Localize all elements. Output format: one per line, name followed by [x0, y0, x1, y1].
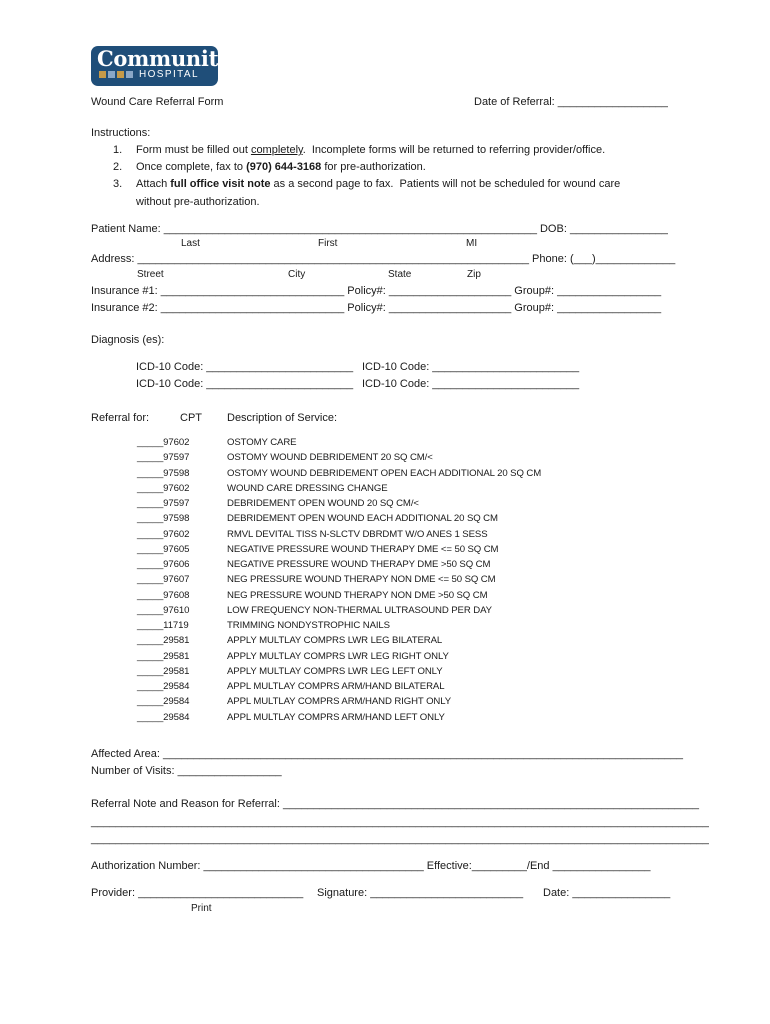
number-of-visits-field[interactable]: Number of Visits: _________________ — [91, 765, 282, 777]
logo-square-icon — [108, 71, 115, 78]
caption-last: Last — [181, 238, 200, 249]
icd-code-field[interactable]: ICD-10 Code: ________________________ — [362, 378, 580, 390]
fax-number: (970) 644-3168 — [246, 161, 322, 173]
instruction-1 — [136, 143, 605, 157]
cpt-checkbox-line[interactable]: _____11719 — [137, 620, 189, 631]
service-description: DEBRIDEMENT OPEN WOUND 20 SQ CM/< — [227, 498, 419, 509]
cpt-checkbox-line[interactable]: _____97602 — [137, 437, 190, 448]
service-description: NEGATIVE PRESSURE WOUND THERAPY DME <= 50 SQ CM — [227, 543, 499, 555]
cpt-checkbox-line[interactable]: _____97607 — [137, 574, 190, 586]
instruction-3-continued: without pre-authorization. — [136, 196, 260, 208]
service-description: APPL MULTLAY COMPRS ARM/HAND LEFT ONLY — [227, 711, 445, 723]
instruction-2 — [136, 160, 426, 174]
instruction-text: as a second page to fax. Patients will not be scheduled for wound care — [270, 178, 621, 190]
instruction-emphasis: completely — [250, 144, 303, 156]
instruction-text: for pre-authorization. — [321, 161, 426, 173]
patient-name-dob-field[interactable]: Patient Name: _____________________________________________________________ DOB: ________________ — [91, 223, 668, 235]
service-description: OSTOMY CARE — [227, 437, 297, 448]
service-description: APPLY MULTLAY COMPRS LWR LEG LEFT ONLY — [227, 665, 443, 677]
service-description: WOUND CARE DRESSING CHANGE — [227, 482, 388, 494]
instruction-text: Attach — [136, 178, 171, 190]
affected-area-field[interactable]: Affected Area: _____________________________________________________________________________________ — [91, 748, 683, 760]
logo-line2: HOSPITAL — [139, 69, 199, 80]
referral-note-line[interactable]: _____________________________________________________________________________________________________ — [91, 833, 709, 845]
referral-note-field[interactable]: Referral Note and Reason for Referral: ____________________________________________________________________ — [91, 798, 699, 810]
instruction-number: 3. — [113, 178, 123, 190]
logo-square-icon — [99, 71, 106, 78]
service-description: OSTOMY WOUND DEBRIDEMENT 20 SQ CM/< — [227, 452, 433, 464]
service-description: OSTOMY WOUND DEBRIDEMENT OPEN EACH ADDITIONAL 20 SQ CM — [227, 467, 542, 479]
referral-for-label: Referral for: — [91, 412, 150, 424]
service-description: APPLY MULTLAY COMPRS LWR LEG RIGHT ONLY — [227, 650, 449, 662]
service-description: TRIMMING NONDYSTROPHIC NAILS — [227, 620, 390, 631]
caption-zip: Zip — [467, 269, 481, 280]
cpt-column-header: CPT — [180, 412, 202, 424]
service-description: NEGATIVE PRESSURE WOUND THERAPY DME >50 SQ CM — [227, 559, 491, 570]
logo-square-icon — [126, 71, 133, 78]
service-description: NEG PRESSURE WOUND THERAPY NON DME <= 50 SQ CM — [227, 574, 496, 586]
signature-field[interactable]: Signature: _________________________ — [317, 887, 524, 899]
instruction-number: 2. — [113, 161, 123, 173]
instruction-text: Once complete, fax to — [136, 161, 247, 173]
cpt-checkbox-line[interactable]: _____29581 — [137, 635, 190, 647]
instructions-heading: Instructions: — [91, 127, 151, 139]
caption-print: Print — [191, 903, 212, 914]
caption-street: Street — [137, 269, 164, 280]
service-description: LOW FREQUENCY NON-THERMAL ULTRASOUND PER DAY — [227, 604, 492, 616]
cpt-checkbox-line[interactable]: _____97605 — [137, 543, 190, 555]
caption-state: State — [388, 269, 412, 280]
instruction-text: . Incomplete forms will be returned to referring provider/office. — [302, 144, 606, 156]
instruction-number: 1. — [113, 144, 123, 156]
icd-code-field[interactable]: ICD-10 Code: ________________________ — [136, 361, 354, 373]
caption-city: City — [288, 269, 306, 280]
logo-line1: Community — [97, 46, 230, 71]
address-phone-field[interactable]: Address: ________________________________________________________________ Phone: (___)_____________ — [91, 253, 676, 265]
community-hospital-logo — [91, 46, 230, 86]
instruction-text: Form must be filled out — [136, 144, 251, 156]
referral-note-line[interactable]: _____________________________________________________________________________________________________ — [91, 816, 709, 828]
logo-square-icon — [117, 71, 124, 78]
date-of-referral-field[interactable]: Date of Referral: __________________ — [474, 96, 668, 108]
service-description: DEBRIDEMENT OPEN WOUND EACH ADDITIONAL 20 SQ CM — [227, 513, 498, 525]
cpt-checkbox-line[interactable]: _____97598 — [137, 467, 190, 479]
diagnosis-heading: Diagnosis (es): — [91, 334, 165, 346]
date-field[interactable]: Date: ________________ — [543, 887, 671, 899]
service-description: APPLY MULTLAY COMPRS LWR LEG BILATERAL — [227, 635, 443, 647]
icd-code-field[interactable]: ICD-10 Code: ________________________ — [136, 378, 354, 390]
insurance-2-field[interactable]: Insurance #2: ______________________________ Policy#: ____________________ Group#: _________________ — [91, 302, 662, 314]
service-description: RMVL DEVITAL TISS N-SLCTV DBRDMT W/O ANES 1 SESS — [227, 528, 488, 540]
service-description: APPL MULTLAY COMPRS ARM/HAND BILATERAL — [227, 681, 445, 692]
cpt-checkbox-line[interactable]: _____97608 — [137, 589, 190, 601]
provider-field[interactable]: Provider: ___________________________ — [91, 887, 304, 899]
instruction-3 — [136, 177, 620, 191]
cpt-checkbox-line[interactable]: _____97606 — [137, 559, 190, 570]
cpt-checkbox-line[interactable]: _____97598 — [137, 513, 190, 525]
service-description: NEG PRESSURE WOUND THERAPY NON DME >50 SQ CM — [227, 589, 488, 601]
caption-mi: MI — [466, 238, 478, 249]
cpt-checkbox-line[interactable]: _____97597 — [137, 498, 190, 509]
form-title: Wound Care Referral Form — [91, 96, 224, 108]
description-column-header: Description of Service: — [227, 412, 338, 424]
cpt-checkbox-line[interactable]: _____29584 — [137, 696, 190, 708]
cpt-checkbox-line[interactable]: _____29581 — [137, 650, 190, 662]
service-description: APPL MULTLAY COMPRS ARM/HAND RIGHT ONLY — [227, 696, 452, 708]
authorization-field[interactable]: Authorization Number: ____________________________________ Effective:_________/End ________________ — [91, 860, 651, 872]
icd-code-field[interactable]: ICD-10 Code: ________________________ — [362, 361, 580, 373]
caption-first: First — [318, 238, 338, 249]
cpt-checkbox-line[interactable]: _____29584 — [137, 711, 190, 723]
cpt-checkbox-line[interactable]: _____97602 — [137, 528, 190, 540]
cpt-checkbox-line[interactable]: _____97610 — [137, 604, 190, 616]
instruction-emphasis: full office visit note — [170, 178, 271, 190]
cpt-checkbox-line[interactable]: _____29581 — [137, 665, 190, 677]
cpt-checkbox-line[interactable]: _____97602 — [137, 482, 190, 494]
cpt-checkbox-line[interactable]: _____97597 — [137, 452, 190, 464]
insurance-1-field[interactable]: Insurance #1: ______________________________ Policy#: ____________________ Group#: _________________ — [91, 285, 662, 297]
cpt-checkbox-line[interactable]: _____29584 — [137, 681, 190, 692]
